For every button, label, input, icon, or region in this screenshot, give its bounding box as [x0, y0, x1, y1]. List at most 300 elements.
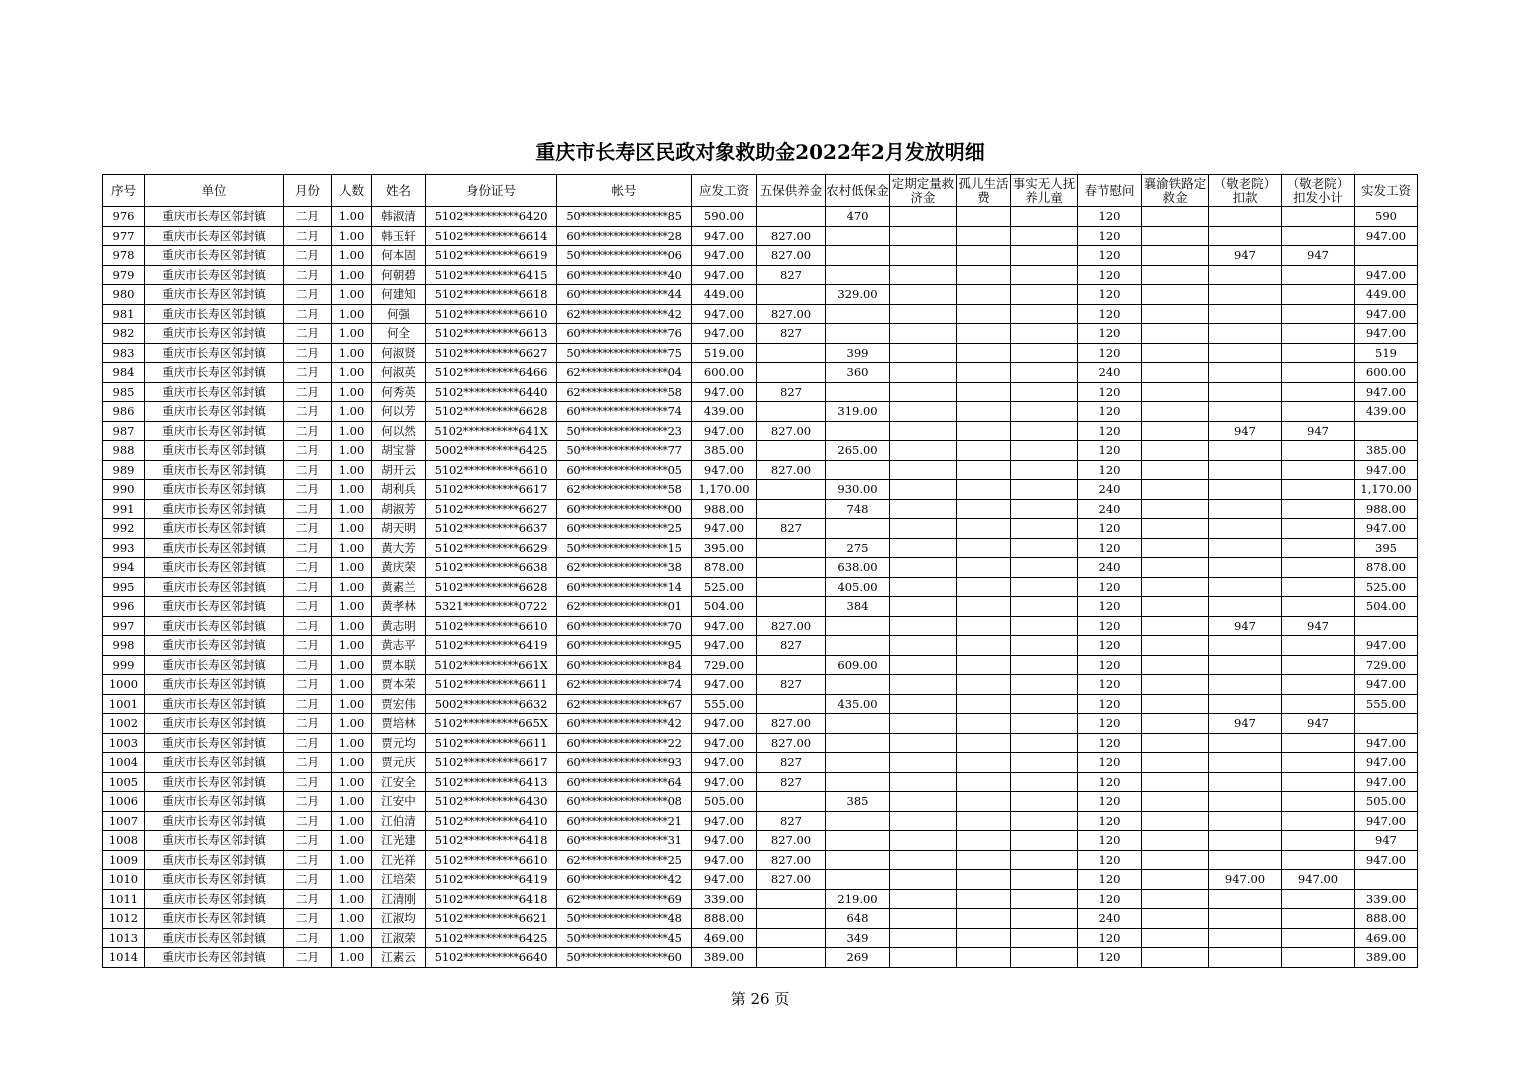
cell-col-rural-subsidy: 748 [826, 499, 890, 519]
cell-col-month: 二月 [284, 265, 332, 285]
cell-col-rural-subsidy [826, 733, 890, 753]
cell-col-account: 50****************85 [557, 207, 692, 227]
cell-col-rural-subsidy: 265.00 [826, 441, 890, 461]
cell-col-unsupported-child [1011, 714, 1078, 734]
cell-col-month: 二月 [284, 831, 332, 851]
cell-col-regular-relief [890, 207, 957, 227]
cell-col-spring-festival: 120 [1078, 285, 1142, 305]
cell-col-regular-relief [890, 499, 957, 519]
cell-col-index: 996 [103, 597, 145, 617]
cell-col-five-guarantee [757, 207, 826, 227]
cell-col-nursing-subtotal: 947 [1282, 714, 1355, 734]
cell-col-five-guarantee [757, 577, 826, 597]
cell-col-id-number: 5102**********6617 [426, 480, 557, 500]
cell-col-nursing-deduction [1209, 441, 1282, 461]
cell-col-account: 62****************38 [557, 558, 692, 578]
cell-col-nursing-subtotal [1282, 850, 1355, 870]
cell-col-rural-subsidy: 648 [826, 909, 890, 929]
table-row [103, 382, 1418, 402]
cell-col-name: 江淑均 [372, 909, 426, 929]
cell-col-five-guarantee [757, 909, 826, 929]
cell-col-nursing-deduction [1209, 850, 1282, 870]
cell-col-five-guarantee: 827 [757, 811, 826, 831]
cell-col-unsupported-child [1011, 870, 1078, 890]
cell-col-unit: 重庆市长寿区邻封镇 [145, 421, 284, 441]
cell-col-index: 1008 [103, 831, 145, 851]
cell-col-regular-relief [890, 246, 957, 266]
cell-col-spring-festival: 120 [1078, 870, 1142, 890]
table-row [103, 655, 1418, 675]
cell-col-nursing-deduction [1209, 772, 1282, 792]
cell-col-payable: 947.00 [692, 304, 757, 324]
cell-col-account: 60****************28 [557, 226, 692, 246]
cell-col-people: 1.00 [332, 499, 372, 519]
cell-col-spring-festival: 120 [1078, 597, 1142, 617]
cell-col-unsupported-child [1011, 636, 1078, 656]
cell-col-actual-pay: 947.00 [1355, 850, 1418, 870]
cell-col-month: 二月 [284, 655, 332, 675]
cell-col-account: 50****************45 [557, 928, 692, 948]
cell-col-id-number: 5102**********6640 [426, 948, 557, 968]
cell-col-month: 二月 [284, 948, 332, 968]
cell-col-name: 贾元庆 [372, 753, 426, 773]
cell-col-unit: 重庆市长寿区邻封镇 [145, 792, 284, 812]
cell-col-payable: 988.00 [692, 499, 757, 519]
cell-col-orphan-living [957, 265, 1011, 285]
cell-col-unsupported-child [1011, 402, 1078, 422]
cell-col-nursing-subtotal: 947 [1282, 421, 1355, 441]
cell-col-payable: 947.00 [692, 772, 757, 792]
cell-col-month: 二月 [284, 207, 332, 227]
cell-col-actual-pay: 947.00 [1355, 265, 1418, 285]
cell-col-spring-festival: 120 [1078, 694, 1142, 714]
cell-col-rural-subsidy [826, 246, 890, 266]
cell-col-people: 1.00 [332, 655, 372, 675]
cell-col-orphan-living [957, 324, 1011, 344]
table-row [103, 889, 1418, 909]
cell-col-id-number: 5102**********6415 [426, 265, 557, 285]
cell-col-unsupported-child [1011, 421, 1078, 441]
cell-col-name: 何全 [372, 324, 426, 344]
cell-col-nursing-subtotal [1282, 363, 1355, 383]
cell-col-people: 1.00 [332, 421, 372, 441]
cell-col-orphan-living [957, 636, 1011, 656]
cell-col-month: 二月 [284, 772, 332, 792]
cell-col-spring-festival: 120 [1078, 811, 1142, 831]
cell-col-orphan-living [957, 694, 1011, 714]
cell-col-nursing-deduction [1209, 753, 1282, 773]
cell-col-spring-festival: 120 [1078, 382, 1142, 402]
cell-col-five-guarantee [757, 928, 826, 948]
cell-col-payable: 947.00 [692, 753, 757, 773]
table-row [103, 850, 1418, 870]
cell-col-month: 二月 [284, 480, 332, 500]
cell-col-payable: 947.00 [692, 265, 757, 285]
table-row [103, 909, 1418, 929]
cell-col-five-guarantee: 827.00 [757, 246, 826, 266]
cell-col-payable: 590.00 [692, 207, 757, 227]
cell-col-index: 978 [103, 246, 145, 266]
cell-col-payable: 947.00 [692, 382, 757, 402]
cell-col-rural-subsidy [826, 850, 890, 870]
cell-col-actual-pay: 439.00 [1355, 402, 1418, 422]
cell-col-unsupported-child [1011, 753, 1078, 773]
cell-col-index: 981 [103, 304, 145, 324]
cell-col-nursing-deduction [1209, 733, 1282, 753]
cell-col-actual-pay: 947.00 [1355, 636, 1418, 656]
cell-col-spring-festival: 240 [1078, 558, 1142, 578]
cell-col-regular-relief [890, 636, 957, 656]
cell-col-orphan-living [957, 343, 1011, 363]
cell-col-spring-festival: 120 [1078, 460, 1142, 480]
cell-col-nursing-subtotal [1282, 733, 1355, 753]
cell-col-account: 60****************31 [557, 831, 692, 851]
cell-col-month: 二月 [284, 714, 332, 734]
cell-col-id-number: 5102**********6410 [426, 811, 557, 831]
cell-col-name: 黄志平 [372, 636, 426, 656]
cell-col-payable: 947.00 [692, 714, 757, 734]
cell-col-month: 二月 [284, 285, 332, 305]
cell-col-rural-subsidy: 405.00 [826, 577, 890, 597]
cell-col-rural-subsidy [826, 714, 890, 734]
cell-col-index: 982 [103, 324, 145, 344]
cell-col-id-number: 5102**********661X [426, 655, 557, 675]
cell-col-actual-pay: 505.00 [1355, 792, 1418, 812]
table-row [103, 577, 1418, 597]
cell-col-name: 胡利兵 [372, 480, 426, 500]
cell-col-orphan-living [957, 421, 1011, 441]
cell-col-index: 998 [103, 636, 145, 656]
cell-col-account: 60****************14 [557, 577, 692, 597]
cell-col-orphan-living [957, 928, 1011, 948]
table-row [103, 207, 1418, 227]
cell-col-id-number: 5102**********641X [426, 421, 557, 441]
cell-col-index: 992 [103, 519, 145, 539]
cell-col-people: 1.00 [332, 948, 372, 968]
cell-col-payable: 947.00 [692, 246, 757, 266]
cell-col-xiangyu-railway [1142, 870, 1209, 890]
cell-col-people: 1.00 [332, 519, 372, 539]
cell-col-orphan-living [957, 792, 1011, 812]
cell-col-index: 1013 [103, 928, 145, 948]
cell-col-payable: 1,170.00 [692, 480, 757, 500]
cell-col-name: 贾元均 [372, 733, 426, 753]
cell-col-nursing-subtotal [1282, 382, 1355, 402]
cell-col-regular-relief [890, 421, 957, 441]
cell-col-people: 1.00 [332, 772, 372, 792]
cell-col-xiangyu-railway [1142, 480, 1209, 500]
cell-col-name: 江淑荣 [372, 928, 426, 948]
cell-col-id-number: 5102**********6440 [426, 382, 557, 402]
cell-col-people: 1.00 [332, 850, 372, 870]
cell-col-name: 江培荣 [372, 870, 426, 890]
header-col-orphan-living: 孤儿生活费 [958, 175, 1009, 205]
cell-col-unsupported-child [1011, 480, 1078, 500]
cell-col-account: 62****************58 [557, 382, 692, 402]
header-col-id-number: 身份证号 [426, 175, 557, 207]
cell-col-nursing-subtotal [1282, 655, 1355, 675]
cell-col-rural-subsidy [826, 265, 890, 285]
table-row [103, 460, 1418, 480]
cell-col-actual-pay [1355, 870, 1418, 890]
cell-col-id-number: 5102**********6611 [426, 733, 557, 753]
cell-col-name: 江安中 [372, 792, 426, 812]
cell-col-unsupported-child [1011, 304, 1078, 324]
cell-col-name: 贾本荣 [372, 675, 426, 695]
cell-col-nursing-deduction [1209, 207, 1282, 227]
cell-col-xiangyu-railway [1142, 597, 1209, 617]
header-col-actual-pay: 实发工资 [1355, 175, 1418, 207]
cell-col-unsupported-child [1011, 499, 1078, 519]
cell-col-payable: 525.00 [692, 577, 757, 597]
cell-col-xiangyu-railway [1142, 675, 1209, 695]
cell-col-regular-relief [890, 324, 957, 344]
cell-col-rural-subsidy: 319.00 [826, 402, 890, 422]
cell-col-unsupported-child [1011, 460, 1078, 480]
cell-col-nursing-deduction [1209, 402, 1282, 422]
cell-col-index: 1012 [103, 909, 145, 929]
cell-col-month: 二月 [284, 226, 332, 246]
cell-col-id-number: 5102**********6618 [426, 285, 557, 305]
cell-col-unsupported-child [1011, 616, 1078, 636]
cell-col-spring-festival: 120 [1078, 343, 1142, 363]
cell-col-payable: 947.00 [692, 421, 757, 441]
header-col-xiangyu-railway: 襄渝铁路定救金 [1142, 175, 1209, 207]
cell-col-orphan-living [957, 772, 1011, 792]
cell-col-orphan-living [957, 889, 1011, 909]
header-col-five-guarantee: 五保供养金 [757, 175, 826, 207]
cell-col-five-guarantee: 827 [757, 324, 826, 344]
cell-col-index: 985 [103, 382, 145, 402]
cell-col-name: 江素云 [372, 948, 426, 968]
cell-col-index: 984 [103, 363, 145, 383]
cell-col-spring-festival: 120 [1078, 441, 1142, 461]
cell-col-index: 1000 [103, 675, 145, 695]
cell-col-payable: 555.00 [692, 694, 757, 714]
cell-col-five-guarantee: 827 [757, 675, 826, 695]
cell-col-payable: 600.00 [692, 363, 757, 383]
cell-col-index: 1014 [103, 948, 145, 968]
cell-col-regular-relief [890, 519, 957, 539]
cell-col-nursing-subtotal: 947 [1282, 246, 1355, 266]
cell-col-nursing-deduction [1209, 792, 1282, 812]
cell-col-nursing-deduction [1209, 285, 1282, 305]
cell-col-nursing-subtotal [1282, 402, 1355, 422]
cell-col-index: 979 [103, 265, 145, 285]
cell-col-payable: 385.00 [692, 441, 757, 461]
cell-col-unsupported-child [1011, 441, 1078, 461]
cell-col-regular-relief [890, 616, 957, 636]
cell-col-month: 二月 [284, 363, 332, 383]
cell-col-actual-pay: 947.00 [1355, 772, 1418, 792]
cell-col-unit: 重庆市长寿区邻封镇 [145, 538, 284, 558]
cell-col-account: 60****************40 [557, 265, 692, 285]
header-col-name: 姓名 [372, 175, 426, 207]
header-col-spring-festival: 春节慰问 [1078, 175, 1142, 207]
cell-col-xiangyu-railway [1142, 246, 1209, 266]
cell-col-xiangyu-railway [1142, 538, 1209, 558]
cell-col-spring-festival: 120 [1078, 850, 1142, 870]
cell-col-unit: 重庆市长寿区邻封镇 [145, 499, 284, 519]
cell-col-name: 韩淑清 [372, 207, 426, 227]
cell-col-index: 1005 [103, 772, 145, 792]
cell-col-spring-festival: 120 [1078, 772, 1142, 792]
cell-col-regular-relief [890, 733, 957, 753]
cell-col-month: 二月 [284, 324, 332, 344]
cell-col-actual-pay: 555.00 [1355, 694, 1418, 714]
cell-col-rural-subsidy [826, 811, 890, 831]
cell-col-actual-pay: 947.00 [1355, 753, 1418, 773]
cell-col-id-number: 5102**********6419 [426, 636, 557, 656]
cell-col-account: 50****************77 [557, 441, 692, 461]
cell-col-nursing-deduction [1209, 928, 1282, 948]
cell-col-nursing-subtotal [1282, 772, 1355, 792]
cell-col-people: 1.00 [332, 831, 372, 851]
cell-col-five-guarantee [757, 363, 826, 383]
cell-col-name: 胡天明 [372, 519, 426, 539]
cell-col-regular-relief [890, 343, 957, 363]
cell-col-unit: 重庆市长寿区邻封镇 [145, 558, 284, 578]
cell-col-nursing-deduction: 947 [1209, 616, 1282, 636]
cell-col-people: 1.00 [332, 441, 372, 461]
table-header-row [103, 175, 1418, 207]
cell-col-payable: 947.00 [692, 831, 757, 851]
cell-col-regular-relief [890, 441, 957, 461]
table-row [103, 714, 1418, 734]
cell-col-five-guarantee: 827.00 [757, 460, 826, 480]
cell-col-regular-relief [890, 831, 957, 851]
cell-col-xiangyu-railway [1142, 831, 1209, 851]
cell-col-nursing-deduction [1209, 909, 1282, 929]
cell-col-orphan-living [957, 382, 1011, 402]
cell-col-actual-pay: 947.00 [1355, 460, 1418, 480]
cell-col-five-guarantee: 827 [757, 265, 826, 285]
cell-col-index: 1009 [103, 850, 145, 870]
table-row [103, 811, 1418, 831]
cell-col-actual-pay: 395 [1355, 538, 1418, 558]
cell-col-account: 62****************69 [557, 889, 692, 909]
table-row [103, 616, 1418, 636]
cell-col-id-number: 5102**********6621 [426, 909, 557, 929]
cell-col-people: 1.00 [332, 246, 372, 266]
cell-col-unit: 重庆市长寿区邻封镇 [145, 285, 284, 305]
table-row [103, 538, 1418, 558]
cell-col-payable: 947.00 [692, 519, 757, 539]
cell-col-name: 何以然 [372, 421, 426, 441]
cell-col-people: 1.00 [332, 265, 372, 285]
cell-col-five-guarantee [757, 948, 826, 968]
cell-col-account: 60****************05 [557, 460, 692, 480]
cell-col-rural-subsidy [826, 636, 890, 656]
cell-col-actual-pay: 947.00 [1355, 733, 1418, 753]
cell-col-id-number: 5102**********6617 [426, 753, 557, 773]
cell-col-account: 62****************42 [557, 304, 692, 324]
cell-col-unit: 重庆市长寿区邻封镇 [145, 343, 284, 363]
cell-col-people: 1.00 [332, 675, 372, 695]
table-body [103, 207, 1418, 968]
table-row [103, 772, 1418, 792]
cell-col-regular-relief [890, 655, 957, 675]
cell-col-spring-festival: 120 [1078, 519, 1142, 539]
page-title: 重庆市长寿区民政对象救助金2022年2月发放明细 [535, 140, 985, 164]
table-row [103, 265, 1418, 285]
cell-col-unsupported-child [1011, 558, 1078, 578]
cell-col-payable: 947.00 [692, 870, 757, 890]
cell-col-orphan-living [957, 304, 1011, 324]
cell-col-people: 1.00 [332, 577, 372, 597]
cell-col-account: 60****************84 [557, 655, 692, 675]
cell-col-month: 二月 [284, 246, 332, 266]
cell-col-nursing-deduction [1209, 324, 1282, 344]
cell-col-people: 1.00 [332, 285, 372, 305]
header-col-nursing-deduction: （敬老院）扣款 [1209, 175, 1282, 207]
cell-col-account: 60****************74 [557, 402, 692, 422]
table-row [103, 928, 1418, 948]
cell-col-account: 60****************42 [557, 714, 692, 734]
cell-col-nursing-deduction [1209, 694, 1282, 714]
table-row [103, 792, 1418, 812]
cell-col-rural-subsidy [826, 421, 890, 441]
cell-col-payable: 947.00 [692, 811, 757, 831]
cell-col-month: 二月 [284, 538, 332, 558]
cell-col-orphan-living [957, 675, 1011, 695]
cell-col-payable: 389.00 [692, 948, 757, 968]
cell-col-rural-subsidy: 269 [826, 948, 890, 968]
cell-col-spring-festival: 120 [1078, 324, 1142, 344]
cell-col-name: 胡淑芳 [372, 499, 426, 519]
cell-col-regular-relief [890, 948, 957, 968]
cell-col-rural-subsidy [826, 616, 890, 636]
cell-col-month: 二月 [284, 402, 332, 422]
cell-col-index: 1011 [103, 889, 145, 909]
cell-col-nursing-subtotal: 947.00 [1282, 870, 1355, 890]
cell-col-nursing-deduction [1209, 460, 1282, 480]
cell-col-actual-pay: 600.00 [1355, 363, 1418, 383]
cell-col-five-guarantee: 827.00 [757, 226, 826, 246]
cell-col-unit: 重庆市长寿区邻封镇 [145, 870, 284, 890]
cell-col-account: 50****************60 [557, 948, 692, 968]
cell-col-actual-pay: 947.00 [1355, 382, 1418, 402]
cell-col-people: 1.00 [332, 597, 372, 617]
cell-col-orphan-living [957, 733, 1011, 753]
table-row [103, 519, 1418, 539]
cell-col-rural-subsidy [826, 772, 890, 792]
cell-col-actual-pay: 947.00 [1355, 304, 1418, 324]
cell-col-people: 1.00 [332, 382, 372, 402]
cell-col-regular-relief [890, 226, 957, 246]
cell-col-actual-pay [1355, 714, 1418, 734]
cell-col-payable: 947.00 [692, 733, 757, 753]
cell-col-nursing-subtotal [1282, 577, 1355, 597]
cell-col-actual-pay: 339.00 [1355, 889, 1418, 909]
cell-col-unit: 重庆市长寿区邻封镇 [145, 733, 284, 753]
cell-col-xiangyu-railway [1142, 324, 1209, 344]
cell-col-spring-festival: 120 [1078, 733, 1142, 753]
cell-col-spring-festival: 120 [1078, 714, 1142, 734]
cell-col-people: 1.00 [332, 928, 372, 948]
cell-col-nursing-subtotal [1282, 694, 1355, 714]
cell-col-account: 50****************23 [557, 421, 692, 441]
cell-col-xiangyu-railway [1142, 948, 1209, 968]
cell-col-actual-pay: 1,170.00 [1355, 480, 1418, 500]
cell-col-index: 995 [103, 577, 145, 597]
cell-col-id-number: 5102**********6418 [426, 831, 557, 851]
cell-col-name: 江安全 [372, 772, 426, 792]
cell-col-people: 1.00 [332, 694, 372, 714]
cell-col-index: 991 [103, 499, 145, 519]
cell-col-month: 二月 [284, 441, 332, 461]
cell-col-index: 976 [103, 207, 145, 227]
